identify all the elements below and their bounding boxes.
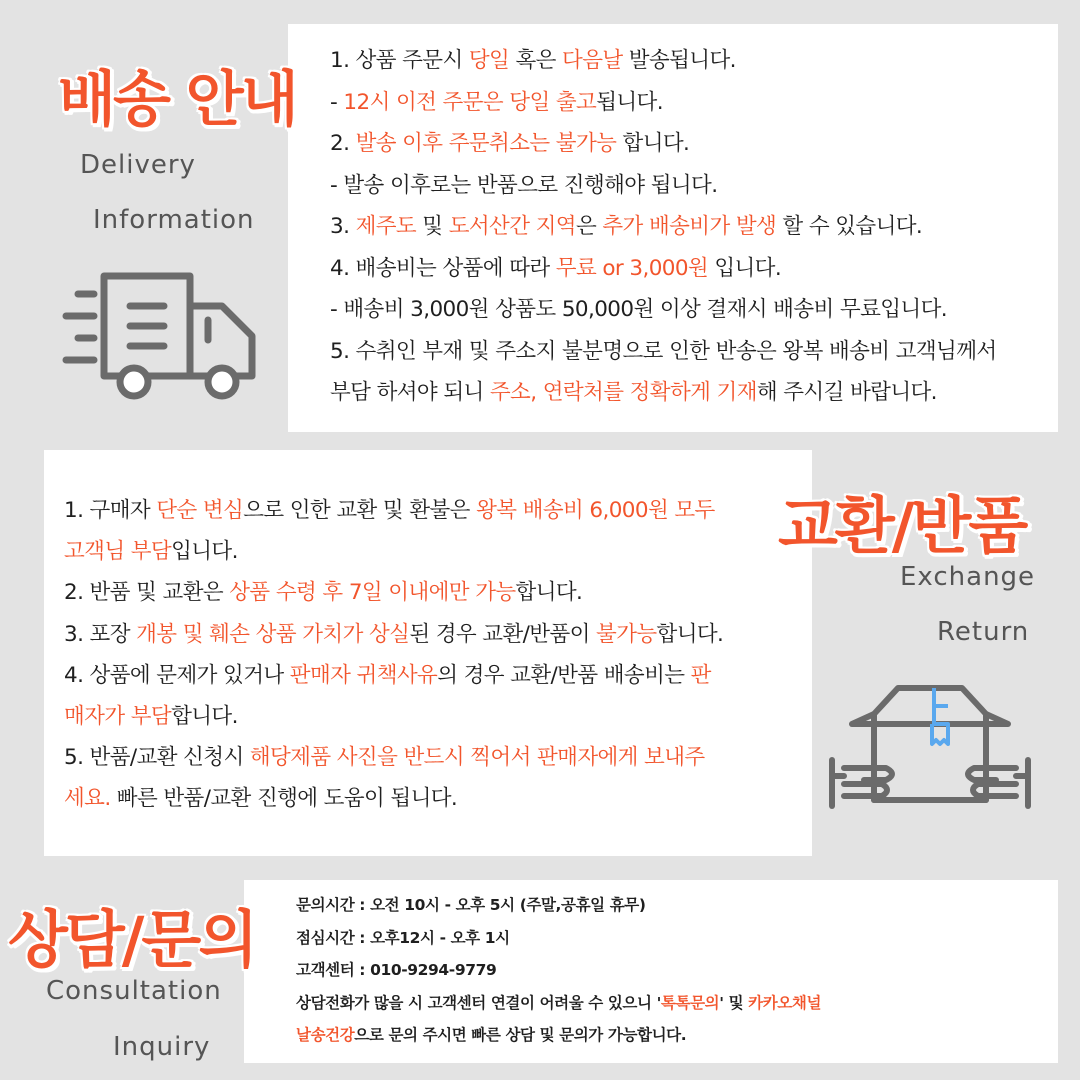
delivery-truck-icon: [60, 270, 260, 400]
exchange-line: [64, 778, 723, 819]
exchange-line: [64, 531, 723, 572]
line-text: 4. 배송비는 상품에 따라: [330, 255, 556, 281]
delivery-info-list: [330, 40, 997, 414]
line-text: 은: [575, 214, 603, 239]
highlight-text: 12시 이전 주문은 당일 출고: [343, 89, 597, 115]
line-text: 빠른 반품/교환 진행에 도움이 됩니다.: [110, 786, 458, 812]
highlight-text: 카카오채널: [748, 993, 822, 1012]
line-text: -: [330, 89, 344, 115]
delivery-line: [330, 248, 997, 290]
line-text: 점심시간 : 오후12시 - 오후 1시: [296, 928, 510, 947]
line-text: 으로 인한 교환 및 환불은: [243, 498, 477, 523]
exchange-line: [64, 655, 723, 696]
delivery-line: [330, 165, 997, 207]
line-text: 4. 상품에 문제가 있거나: [64, 662, 290, 688]
line-text: 해 주시길 바랍니다.: [756, 380, 937, 405]
delivery-subtitle-en: Delivery: [80, 150, 196, 180]
box-in-hands-icon: [828, 684, 1032, 812]
contact-line: [296, 987, 821, 1020]
exchange-line: [64, 737, 723, 778]
line-text: 발송됩니다.: [622, 48, 736, 73]
exchange-title: 교환/반품: [778, 489, 1026, 562]
highlight-text: 날송건강: [296, 1026, 355, 1044]
line-text: 합니다.: [171, 703, 238, 729]
line-text: 된 경우 교환/반품이: [409, 621, 597, 647]
highlight-text: 왕복 배송비 6,000원 모두: [476, 498, 715, 523]
highlight-text: 해당제품 사진을 반드시 찍어서 판매자에게 보내주: [249, 745, 705, 771]
line-text: 혹은: [509, 48, 563, 73]
line-text: - 발송 이후로는 반품으로 진행해야 됩니다.: [330, 172, 718, 198]
line-text: - 배송비 3,000원 상품도 50,000원 이상 결재시 배송비 무료입니다.: [330, 297, 947, 322]
delivery-subtitle-en-2: Information: [93, 205, 255, 235]
line-text: 됩니다.: [596, 89, 663, 115]
highlight-text: 도서산간 지역: [448, 214, 576, 239]
highlight-text: 제주도: [355, 214, 417, 239]
delivery-line: [330, 82, 997, 124]
highlight-text: 당일: [468, 48, 510, 73]
contact-title: 상담/문의: [8, 903, 256, 976]
delivery-line: [330, 289, 997, 331]
highlight-text: 다음날: [562, 48, 623, 73]
exchange-subtitle-en: Exchange: [900, 562, 1036, 592]
exchange-info-list: [64, 490, 723, 820]
highlight-text: 세요.: [64, 786, 111, 812]
line-text: 2.: [330, 131, 356, 156]
line-text: 의 경우 교환/반품 배송비는: [437, 662, 691, 688]
delivery-title: 배송 안내: [58, 65, 296, 135]
line-text: 3. 포장: [64, 621, 137, 647]
line-text: 상담전화가 많을 시 고객센터 연결이 어려울 수 있으니 ': [296, 993, 661, 1012]
highlight-text: 발송 이후 주문취소는 불가능: [355, 131, 617, 156]
highlight-text: 상품 수령 후 7일 이내에만 가능: [229, 580, 516, 606]
delivery-line: [330, 372, 997, 414]
delivery-line: [330, 123, 997, 165]
line-text: 1. 구매자: [64, 498, 157, 523]
line-text: ' 및: [719, 993, 749, 1012]
line-text: 3.: [330, 214, 356, 239]
exchange-line: [64, 490, 723, 531]
highlight-text: 단순 변심: [156, 498, 244, 523]
contact-line: [296, 889, 821, 922]
exchange-subtitle-en-2: Return: [937, 617, 1030, 647]
contact-info-list: [296, 889, 821, 1052]
line-text: 1. 상품 주문시: [330, 48, 469, 73]
contact-line: [296, 1019, 821, 1052]
highlight-text: 주소, 연락처를 정확하게 기재: [489, 380, 757, 405]
delivery-line: [330, 206, 997, 248]
line-text: 합니다.: [616, 131, 690, 156]
highlight-text: 무료 or 3,000원: [555, 255, 709, 281]
contact-line: [296, 922, 821, 955]
contact-subtitle-en: Consultation: [46, 976, 222, 1006]
line-text: 고객센터 : 010-9294-9779: [296, 961, 497, 979]
contact-line: [296, 954, 821, 987]
highlight-text: 톡톡문의: [660, 993, 720, 1012]
line-text: 문의시간 : 오전 10시 - 오후 5시 (주말,공휴일 휴무): [296, 896, 646, 914]
contact-subtitle-en-2: Inquiry: [113, 1032, 211, 1062]
exchange-line: [64, 614, 723, 655]
exchange-line: [64, 696, 723, 737]
line-text: 입니다.: [171, 539, 238, 565]
line-text: 및: [416, 214, 449, 239]
line-text: 5. 수취인 부재 및 주소지 불분명으로 인한 반송은 왕복 배송비 고객님께서: [330, 338, 997, 364]
highlight-text: 고객님 부담: [64, 539, 172, 565]
line-text: 입니다.: [708, 255, 782, 281]
line-text: 5. 반품/교환 신청시: [64, 745, 250, 771]
highlight-text: 개봉 및 훼손 상품 가치가 상실: [136, 621, 410, 647]
highlight-text: 판매자 귀책사유: [289, 662, 438, 688]
delivery-line: [330, 40, 997, 82]
highlight-text: 불가능: [596, 621, 657, 647]
exchange-line: [64, 572, 723, 613]
highlight-text: 추가 배송비가 발생: [602, 214, 777, 239]
line-text: 2. 반품 및 교환은: [64, 580, 230, 606]
line-text: 합니다.: [656, 621, 724, 647]
delivery-line: [330, 331, 997, 373]
highlight-text: 판: [690, 662, 711, 688]
line-text: 할 수 있습니다.: [776, 214, 923, 239]
line-text: 부담 하셔야 되니: [330, 380, 490, 405]
line-text: 합니다.: [515, 580, 583, 606]
highlight-text: 매자가 부담: [64, 703, 172, 729]
line-text: 으로 문의 주시면 빠른 상담 및 문의가 가능합니다.: [354, 1026, 687, 1044]
